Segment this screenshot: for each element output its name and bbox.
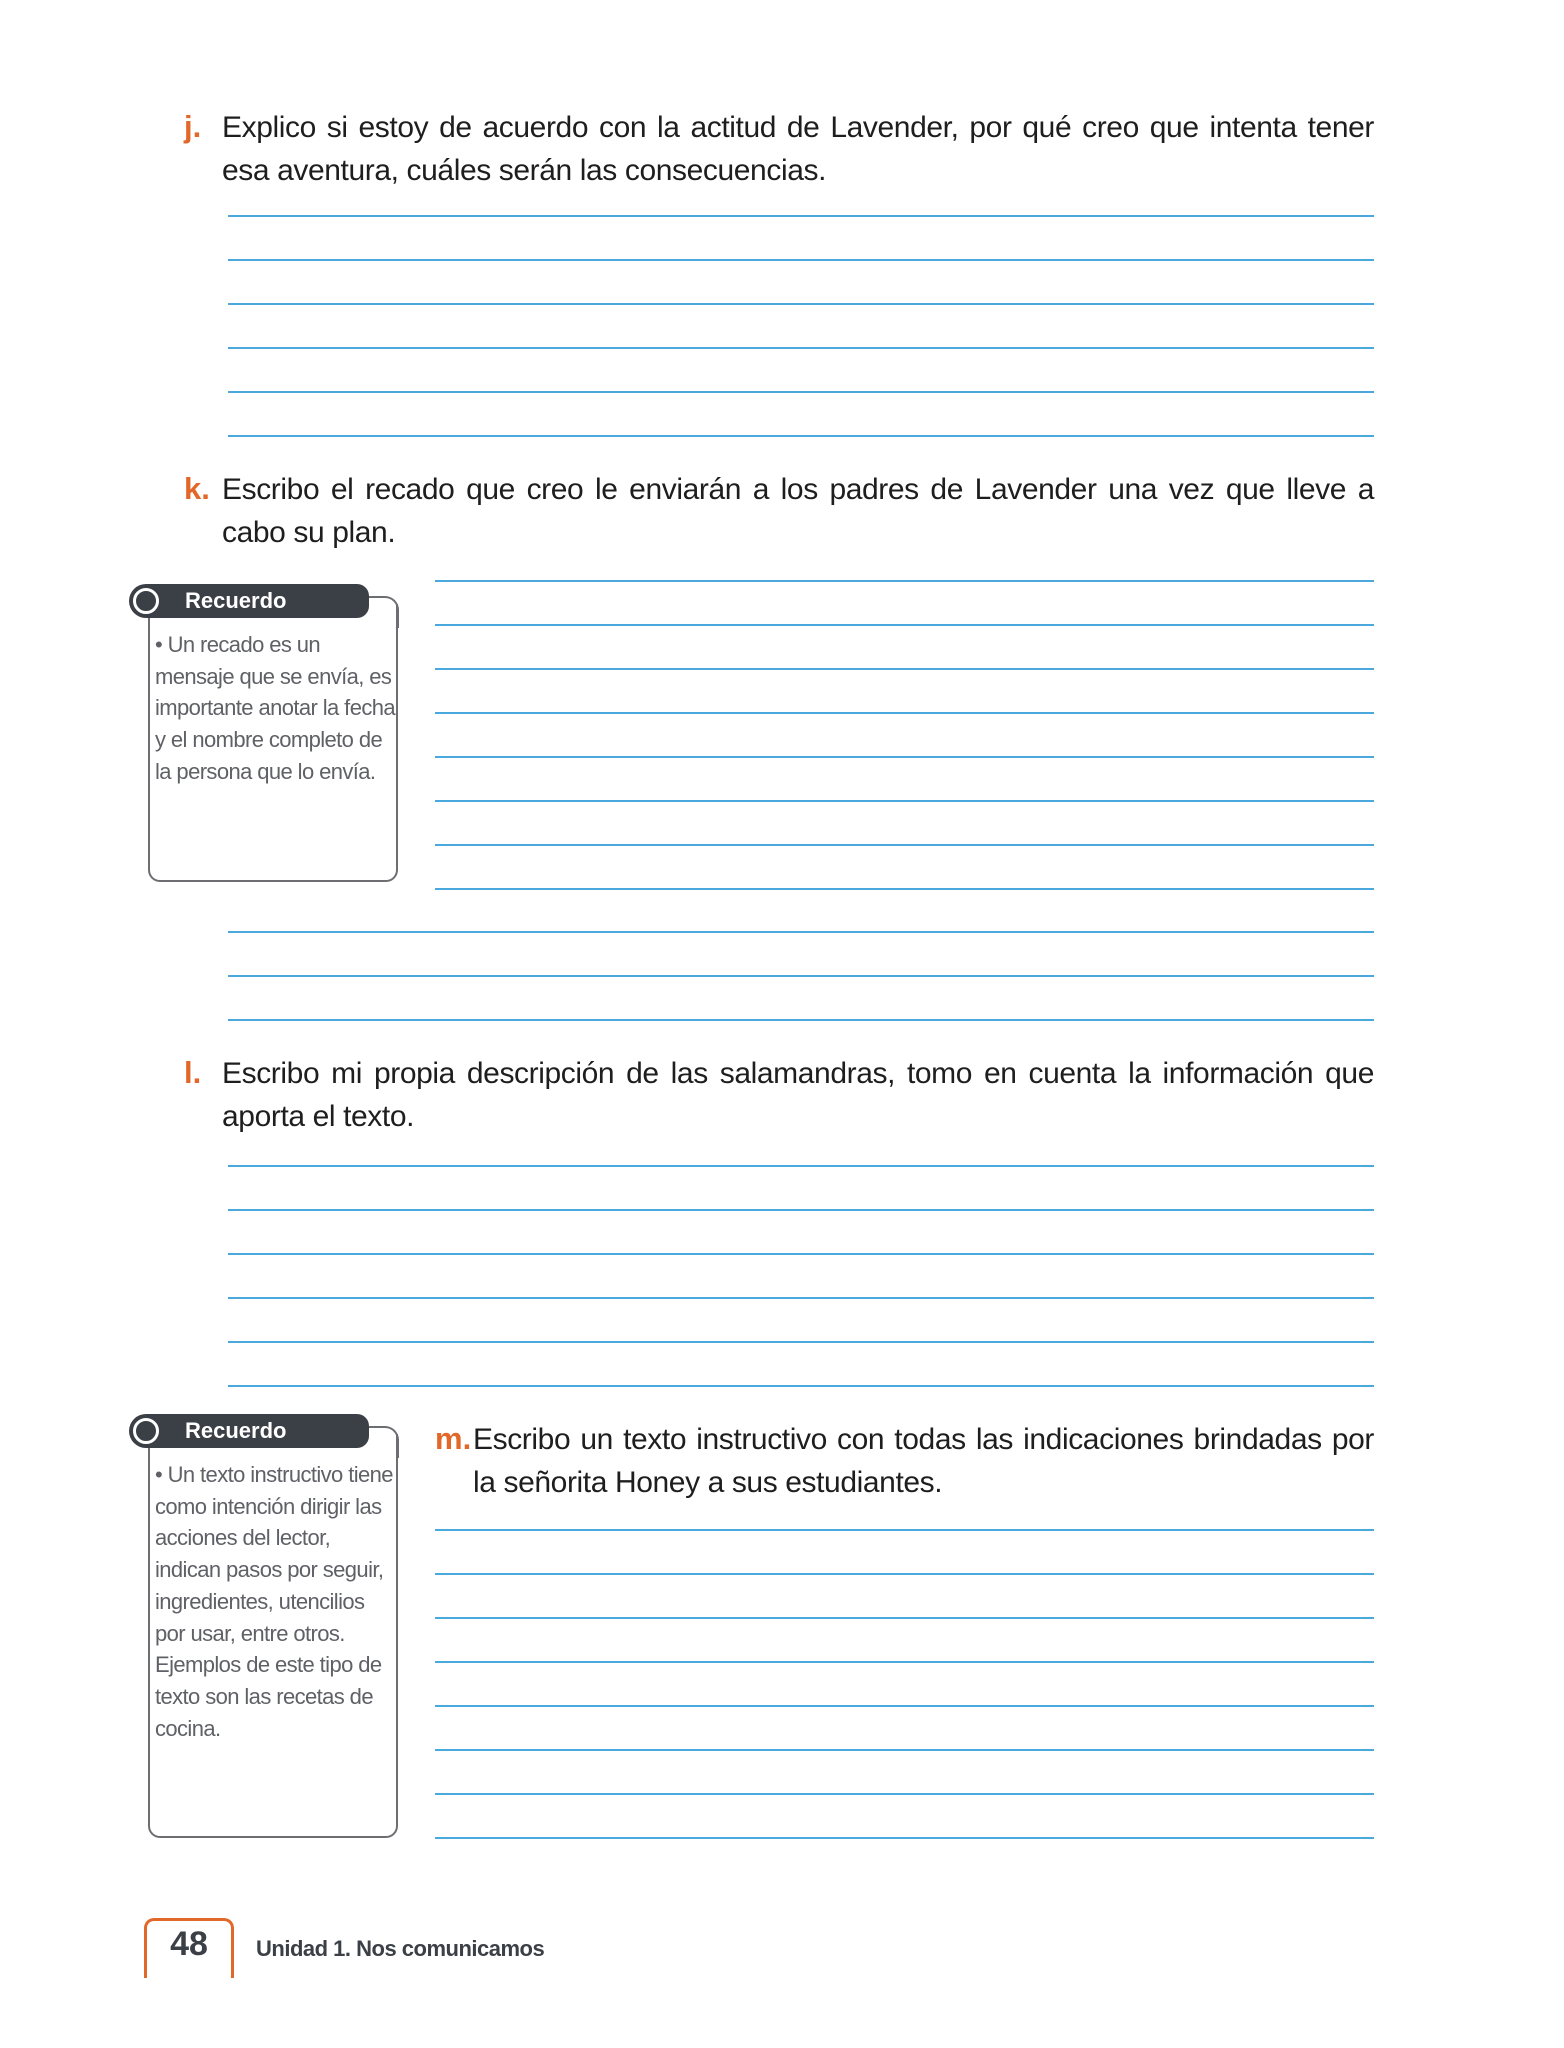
question-letter: j. (184, 109, 202, 144)
answer-lines-j[interactable] (228, 215, 1374, 437)
circle-bullet-icon (133, 588, 159, 614)
page-number-box (144, 1918, 234, 1978)
question-text: Explico si estoy de acuerdo con la actitud de Lavender, por qué creo que intenta tener esa aventura, cuáles serán las consecuencias. (222, 111, 1374, 187)
circle-bullet-icon (133, 1418, 159, 1444)
tip-text: • Un texto instructivo tiene como intención dirigir las acciones del lector, indican pasos por seguir, ingredientes, utencilios por usar, entre otros. Ejemplos de este tipo de texto son las recetas de cocina. (155, 1462, 393, 1741)
question-letter: l. (184, 1055, 202, 1090)
answer-lines-l[interactable] (228, 1165, 1374, 1387)
question-letter: m. (435, 1421, 472, 1456)
answer-lines-m[interactable] (435, 1529, 1374, 1839)
unit-title: Unidad 1. Nos comunicamos (256, 1936, 545, 1961)
tip-title: Recuerdo (185, 588, 287, 613)
tip-title: Recuerdo (185, 1418, 287, 1443)
question-letter: k. (184, 471, 210, 506)
tip-text: • Un recado es un mensaje que se envía, es importante anotar la fecha y el nombre completo de la persona que lo envía. (155, 632, 395, 784)
tip-header (129, 584, 369, 618)
recuerdo-box-instructivo (129, 1414, 401, 1820)
recuerdo-box-recado (129, 584, 401, 864)
answer-lines-k-full[interactable] (228, 931, 1374, 1021)
question-text: Escribo un texto instructivo con todas las indicaciones brindadas por la señorita Honey a sus estudiantes. (473, 1423, 1374, 1499)
tip-header (129, 1414, 369, 1448)
question-text: Escribo mi propia descripción de las salamandras, tomo en cuenta la información que aporta el texto. (222, 1057, 1374, 1133)
question-text: Escribo el recado que creo le enviarán a los padres de Lavender una vez que lleve a cabo su plan. (222, 473, 1374, 549)
page-number: 48 (170, 1925, 208, 1963)
answer-lines-k-short[interactable] (435, 580, 1374, 890)
